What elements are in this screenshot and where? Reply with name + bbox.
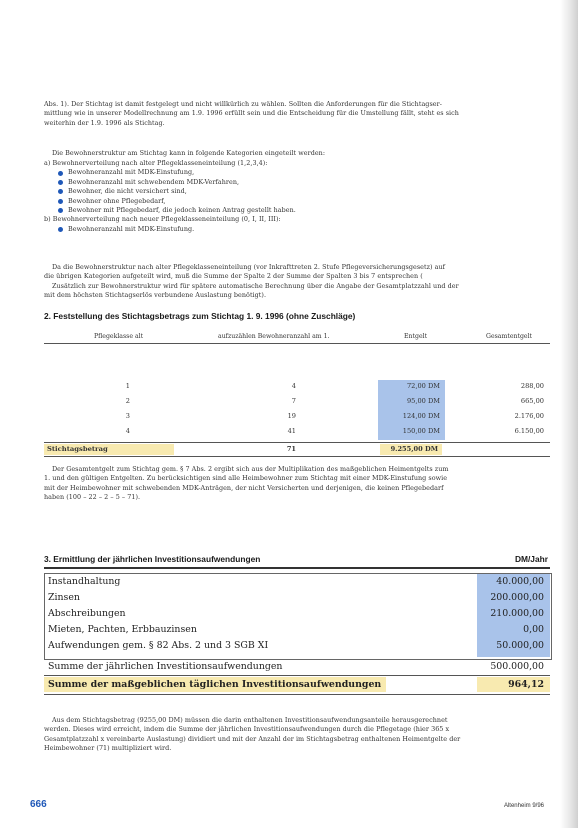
page-number: 666 [30, 799, 47, 810]
table-bottom-rule [44, 456, 550, 457]
text-line: Aus dem Stichtagsbetrag (9255,00 DM) müssen die darin enthaltenen Investitionsaufwendungsanteile herausgerechnet [52, 716, 448, 724]
cell-klasse: 2 [125, 397, 130, 405]
list-item [58, 197, 524, 206]
text-line: haben (100 – 22 – 2 – 5 – 71). [44, 493, 141, 502]
sum-entgelt: 9.255,00 DM [390, 445, 438, 453]
list-item [58, 225, 524, 234]
bullet-icon [58, 227, 63, 232]
text-line: Zusätzlich zur Bewohnerstruktur wird für spätere automatische Berechnung über die Angabe der Gesamtplatzzahl und der [52, 281, 459, 290]
text-line: Der Gesamtentgelt zum Stichtag gem. § 7 Abs. 2 ergibt sich aus der Multiplikation des maßgeblichen Heimentgelts zum [52, 465, 449, 473]
list-item [58, 168, 524, 177]
row-label: Mieten, Pachten, Erbbauzinsen [48, 624, 197, 635]
column-header: Entgelt [404, 333, 428, 340]
cell-gesamt: 288,00 [520, 382, 544, 390]
daily-label: Summe der maßgeblichen täglichen Investitionsaufwendungen [48, 679, 382, 690]
cell-anzahl: 4 [291, 382, 296, 390]
section-3-note [44, 716, 564, 754]
list-item-text: Bewohneranzahl mit schwebendem MDK-Verfahren, [68, 177, 240, 186]
sum-row [46, 660, 550, 674]
text-line: mittlung wie in unserer Modellrechnung am 1.9. 1996 erfüllt sein und die Entscheidung für die Umstellung fällt, steht es sich [44, 109, 459, 118]
sum-label: Stichtagsbetrag [47, 445, 108, 453]
row-label: Instandhaltung [48, 576, 121, 587]
text-line: Heimbewohner (71) multipliziert wird. [44, 744, 172, 753]
row-label: Abschreibungen [48, 608, 126, 619]
intro-paragraph-3 [44, 263, 564, 301]
row-value: 40.000,00 [496, 576, 544, 587]
list-item-text: Bewohneranzahl mit MDK-Einstufung. [68, 224, 195, 233]
cell-anzahl: 41 [287, 427, 296, 435]
table-top-rule [44, 343, 550, 344]
row-value: 0,00 [523, 624, 544, 635]
cell-gesamt: 665,00 [520, 397, 544, 405]
daily-sum-row [46, 678, 550, 692]
table-row [46, 607, 550, 621]
cell-anzahl: 19 [287, 412, 296, 420]
sum-anzahl: 71 [286, 445, 296, 453]
daily-value: 964,12 [508, 679, 544, 690]
section-2-note [44, 465, 564, 503]
list-b-heading: b) Bewohnerverteilung nach neuer Pflegeklasseneinteilung (0, I, II, III): [44, 215, 281, 224]
intro-paragraph-1 [44, 100, 564, 128]
section-3-unit: DM/Jahr [514, 554, 548, 564]
text-line: die übrigen Kategorien aufgeteilt wird, muß die Summe der Spalte 2 der Summe der Spalten 3 bis 7 entsprechen ( [44, 272, 423, 281]
text-line: mit dem höchsten Stichtagserlös verbundene Auslastung benötigt). [44, 291, 267, 300]
bullet-icon [58, 199, 63, 204]
text-line: weiterhin der 1.9. 1996 als Stichtag. [44, 118, 165, 127]
row-label: Aufwendungen gem. § 82 Abs. 2 und 3 SGB XI [48, 640, 269, 651]
sum-rule [44, 675, 550, 676]
cell-gesamt: 6.150,00 [514, 427, 544, 435]
list-item [58, 206, 524, 215]
list-item-text: Bewohner, die nicht versichert sind, [68, 187, 187, 196]
cell-klasse: 4 [125, 427, 130, 435]
bullet-icon [58, 208, 63, 213]
text-line: 1. und den gültigen Entgelten. Zu berücksichtigen sind alle Heimbewohner zum Stichtag mit einer MDK-Einstufung sowie [44, 474, 448, 483]
section-3-heading: 3. Ermittlung der jährlichen Investitionsaufwendungen [44, 554, 261, 564]
text-line: Da die Bewohnerstruktur nach alter Pflegeklasseneinteilung (vor Inkrafttreten 2. Stufe Pflegeversicherungsgesetz) auf [52, 263, 446, 271]
row-value: 200.000,00 [490, 592, 544, 603]
publication-source: Altenheim 9/96 [503, 803, 544, 809]
list-a-heading: a) Bewohnerverteilung nach alter Pflegeklasseneinteilung (1,2,3,4): [44, 159, 268, 167]
table-row [46, 591, 550, 605]
row-value: 210.000,00 [490, 608, 544, 619]
row-label: Zinsen [48, 592, 80, 603]
bullet-icon [58, 189, 63, 194]
table-row [46, 623, 550, 637]
list-item [58, 187, 524, 196]
section-3-rule [44, 567, 550, 569]
intro-paragraph-2: Die Bewohnerstruktur am Stichtag kann in folgende Kategorien eingeteilt werden: [52, 149, 326, 157]
list-item-text: Bewohner ohne Pflegebedarf, [68, 196, 166, 205]
section-3-bottom-rule [44, 694, 550, 695]
sum-value: 500.000,00 [490, 661, 544, 672]
cell-entgelt: 95,00 DM [406, 397, 440, 405]
category-list [44, 159, 524, 234]
text-line: Abs. 1). Der Stichtag ist damit festgelegt und nicht willkürlich zu wählen. Sollten die Anforderungen für die Stichtagser- [44, 100, 442, 108]
text-line: werden. Dieses wird erreicht, indem die Summe der jährlichen Investitionsaufwendungen durch die Pflegetage (hier 365 x [44, 725, 450, 734]
text-line: mit der Heimbewohner mit schwebenden MDK-Anträgen, der nicht Versicherten und derjenigen, die keinen Pflegebedarf [44, 483, 444, 492]
row-value: 50.000,00 [496, 640, 544, 651]
cell-entgelt: 150,00 DM [402, 427, 440, 435]
section-2-heading: 2. Feststellung des Stichtagsbetrags zum Stichtag 1. 9. 1996 (ohne Zuschläge) [44, 311, 356, 321]
column-header: Pflegeklasse alt [94, 333, 144, 340]
cell-klasse: 3 [125, 412, 130, 420]
cell-klasse: 1 [125, 382, 130, 390]
table-row [46, 639, 550, 653]
cell-anzahl: 7 [291, 397, 296, 405]
cell-gesamt: 2.176,00 [514, 412, 544, 420]
table-row [46, 575, 550, 589]
cell-entgelt: 72,00 DM [406, 382, 440, 390]
list-item [58, 178, 524, 187]
cell-entgelt: 124,00 DM [402, 412, 440, 420]
bullet-icon [58, 171, 63, 176]
bullet-icon [58, 180, 63, 185]
table-sum-rule [44, 442, 550, 443]
list-item-text: Bewohner mit Pflegebedarf, die jedoch keinen Antrag gestellt haben. [68, 206, 296, 215]
column-header: Gesamtentgelt [486, 333, 533, 340]
text-line: Gesamtplatzzahl x vereinbarte Auslastung) dividiert und mit der Anzahl der im Stichtagsbetrag enthaltenen Heimentgelte der [44, 734, 461, 743]
list-item-text: Bewohneranzahl mit MDK-Einstufung, [68, 168, 195, 177]
column-header: aufzuzählen Bewohneranzahl am 1. [218, 333, 330, 340]
sum-label: Summe der jährlichen Investitionsaufwendungen [48, 661, 283, 672]
